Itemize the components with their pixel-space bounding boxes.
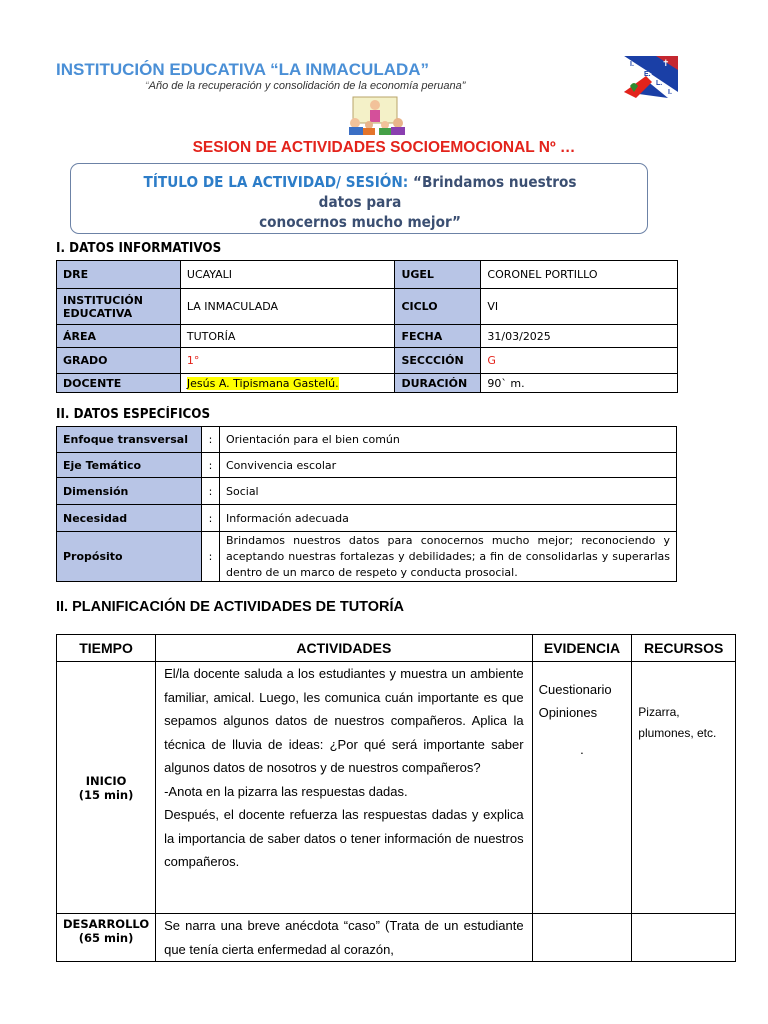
table-row xyxy=(57,914,736,962)
field-label: Enfoque transversal xyxy=(57,427,202,453)
datos-especificos-table xyxy=(56,426,677,582)
field-value: CORONEL PORTILLO xyxy=(481,261,678,289)
field-label: ÁREA xyxy=(57,325,181,348)
field-label: DRE xyxy=(57,261,181,289)
field-value: VI xyxy=(481,289,678,325)
svg-text:✝: ✝ xyxy=(662,58,670,68)
table-row xyxy=(57,478,677,505)
recursos-cell: Pizarra, plumones, etc. xyxy=(632,662,736,914)
column-header: RECURSOS xyxy=(632,635,736,662)
field-label: INSTITUCIÓN EDUCATIVA xyxy=(57,289,181,325)
evidencia-cell xyxy=(532,914,632,962)
column-header: ACTIVIDADES xyxy=(156,635,533,662)
logo-letter: I. xyxy=(630,61,634,68)
field-value: LA INMACULADA xyxy=(180,289,395,325)
planificacion-table xyxy=(56,634,736,962)
field-value: Social xyxy=(220,478,677,505)
year-motto: “Año de la recuperación y consolidación de la economía peruana” xyxy=(145,80,466,92)
separator: : xyxy=(202,427,220,453)
field-value: Brindamos nuestros datos para conocernos mucho mejor; reconociendo y aceptando nuestras fortalezas y debilidades; a fin de consolidarlas y superarlas dentro de un marco de respeto y conducta prosocial. xyxy=(220,532,677,582)
field-label: Dimensión xyxy=(57,478,202,505)
field-value: Jesús A. Tipismana Gastelú. xyxy=(180,374,395,393)
section-datos-informativos-title: I. DATOS INFORMATIVOS xyxy=(56,241,222,256)
column-header: TIEMPO xyxy=(57,635,156,662)
column-header: EVIDENCIA xyxy=(532,635,632,662)
school-logo xyxy=(622,52,680,100)
separator: : xyxy=(202,453,220,478)
field-label: GRADO xyxy=(57,348,181,374)
table-row xyxy=(57,662,736,914)
field-value: Información adecuada xyxy=(220,505,677,532)
table-row xyxy=(57,261,678,289)
field-label: DURACIÓN xyxy=(395,374,481,393)
field-value: 31/03/2025 xyxy=(481,325,678,348)
field-value: G xyxy=(481,348,678,374)
actividades-cell: Se narra una breve anécdota “caso” (Trata de un estudiante que tenía cierta enfermedad al corazón, xyxy=(156,914,533,962)
section-planificacion-title: II. PLANIFICACIÓN DE ACTIVIDADES DE TUTORÍA xyxy=(56,599,405,615)
students-clipart xyxy=(345,95,407,135)
separator: : xyxy=(202,505,220,532)
field-value: TUTORÍA xyxy=(180,325,395,348)
separator: : xyxy=(202,478,220,505)
logo-letter: L. xyxy=(656,80,663,87)
datos-informativos-table xyxy=(56,260,678,393)
table-row xyxy=(57,505,677,532)
actividades-cell xyxy=(156,662,533,914)
field-label: FECHA xyxy=(395,325,481,348)
field-label: UGEL xyxy=(395,261,481,289)
evidencia-cell: Cuestionario Opiniones . xyxy=(532,662,632,914)
table-header-row xyxy=(57,635,736,662)
field-label: CICLO xyxy=(395,289,481,325)
recursos-cell xyxy=(632,914,736,962)
field-value: Convivencia escolar xyxy=(220,453,677,478)
activity-paragraph: Después, el docente refuerza las respuestas dadas y explica la importancia de saber datos o tener información de nuestros compañeros. xyxy=(164,807,524,869)
logo-letter: E. xyxy=(644,71,651,78)
field-label: Propósito xyxy=(57,532,202,582)
field-label: DOCENTE xyxy=(57,374,181,393)
table-row xyxy=(57,374,678,393)
table-row xyxy=(57,348,678,374)
table-row xyxy=(57,289,678,325)
session-title: SESION DE ACTIVIDADES SOCIOEMOCIONAL Nº … xyxy=(192,139,576,156)
tiempo-cell: INICIO (15 min) xyxy=(57,662,156,914)
activity-paragraph: El/la docente saluda a los estudiantes y muestra un ambiente familiar, amical. Luego, les comunica cuán importante es que sepamos algunos datos de nuestros compañeros. Aplica la técnica de lluvia de ideas: ¿Por qué será importante saber algunos datos de nosotros y de nuestros compañeros? xyxy=(164,666,524,775)
separator: : xyxy=(202,532,220,582)
activity-title: TÍTULO DE LA ACTIVIDAD/ SESIÓN: “Brindamos nuestros datos para conocernos mucho mejor” xyxy=(143,173,577,231)
table-row xyxy=(57,532,677,582)
field-value: 1° xyxy=(180,348,395,374)
field-label: Necesidad xyxy=(57,505,202,532)
field-value: 90` m. xyxy=(481,374,678,393)
table-row xyxy=(57,427,677,453)
field-label: SECCCIÓN xyxy=(395,348,481,374)
field-label: Eje Temático xyxy=(57,453,202,478)
tiempo-cell: DESARROLLO (65 min) xyxy=(57,914,156,962)
table-row xyxy=(57,453,677,478)
section-datos-especificos-title: II. DATOS ESPECÍFICOS xyxy=(56,407,211,422)
logo-letter: I. xyxy=(668,89,672,96)
table-row xyxy=(57,325,678,348)
activity-paragraph: -Anota en la pizarra las respuestas dadas. xyxy=(164,783,408,799)
field-value: Orientación para el bien común xyxy=(220,427,677,453)
field-value: UCAYALI xyxy=(180,261,395,289)
institution-name: INSTITUCIÓN EDUCATIVA “LA INMACULADA” xyxy=(56,60,430,79)
